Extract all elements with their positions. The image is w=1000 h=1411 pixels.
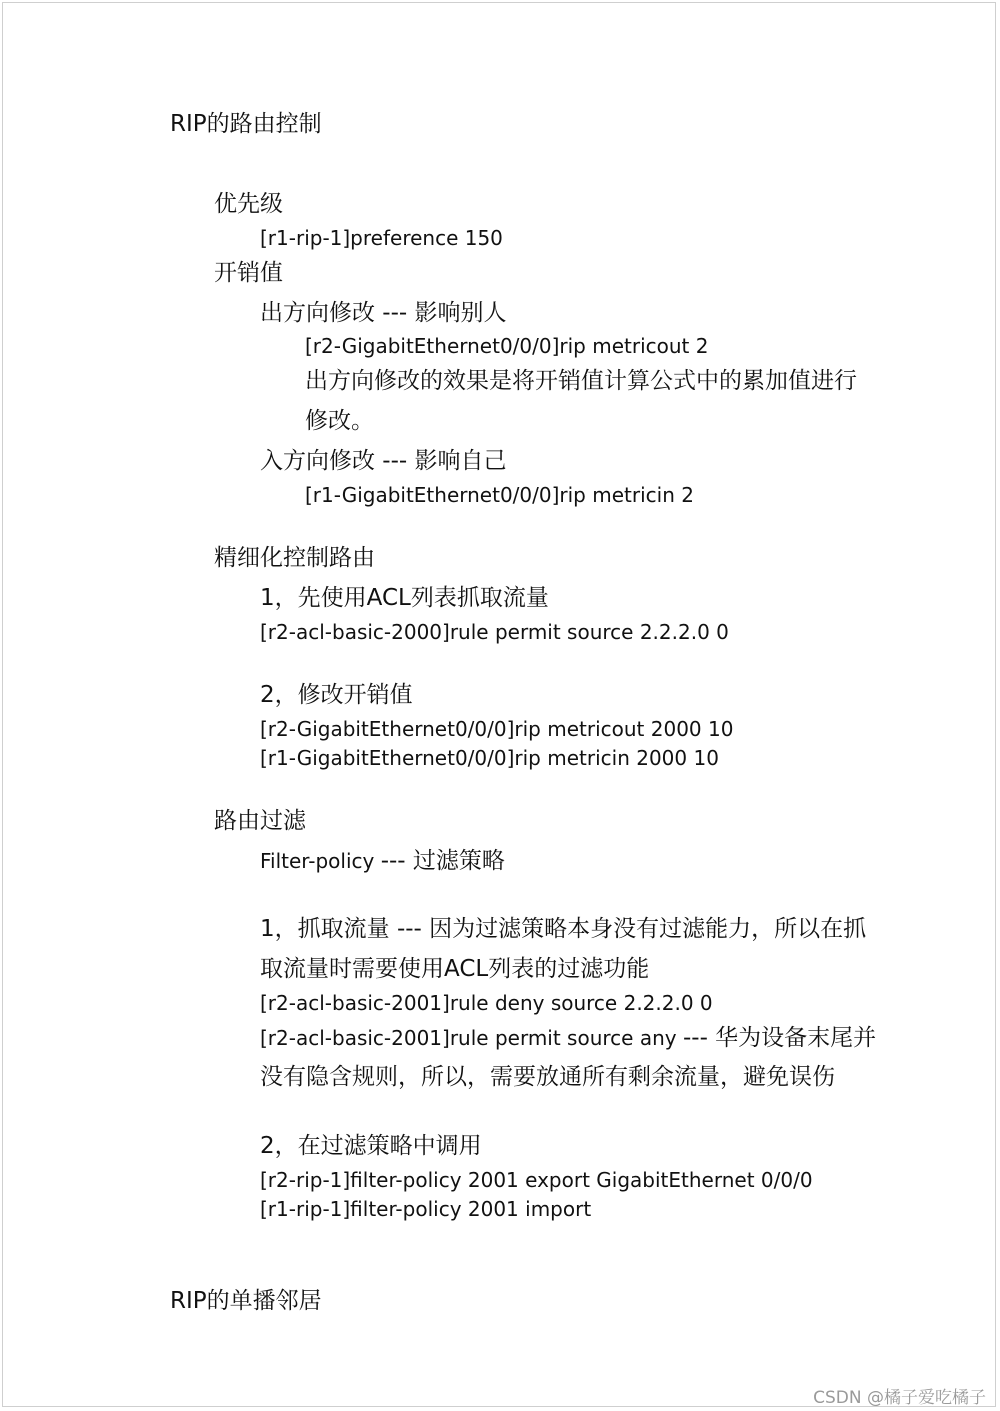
filter-step1-line1: 1，抓取流量 --- 因为过滤策略本身没有过滤能力，所以在抓 — [260, 916, 867, 942]
fine-control-step1-title: 1，先使用ACL列表抓取流量 — [260, 585, 549, 611]
csdn-watermark: CSDN @橘子爱吃橘子 — [813, 1388, 986, 1408]
preference-command: [r1-rip-1]preference 150 — [260, 226, 503, 250]
filter-policy-desc: --- 过滤策略 — [380, 848, 505, 874]
filter-step1-command2-note: --- 华为设备末尾并 — [682, 1025, 877, 1051]
filter-title: 路由过滤 — [214, 808, 306, 834]
metric-out-command: [r2-GigabitEthernet0/0/0]rip metricout 2 — [305, 334, 709, 358]
filter-policy-keyword: Filter-policy — [260, 849, 381, 873]
fine-control-step2-command2: [r1-GigabitEthernet0/0/0]rip metricin 2000 10 — [260, 746, 719, 770]
filter-step1-line2: 取流量时需要使用ACL列表的过滤功能 — [260, 956, 650, 982]
fine-control-step2-command1: [r2-GigabitEthernet0/0/0]rip metricout 2000 10 — [260, 717, 734, 741]
filter-step2-title: 2，在过滤策略中调用 — [260, 1133, 482, 1159]
filter-step2-command1: [r2-rip-1]filter-policy 2001 export GigabitEthernet 0/0/0 — [260, 1168, 813, 1192]
fine-control-title: 精细化控制路由 — [214, 545, 375, 571]
metric-in-title: 入方向修改 --- 影响自己 — [260, 448, 507, 474]
metric-in-command: [r1-GigabitEthernet0/0/0]rip metricin 2 — [305, 483, 694, 507]
preference-title: 优先级 — [214, 191, 283, 217]
filter-step1-command2-line — [260, 1027, 876, 1050]
filter-step1-command1: [r2-acl-basic-2001]rule deny source 2.2.2.0 0 — [260, 991, 713, 1015]
fine-control-step1-command: [r2-acl-basic-2000]rule permit source 2.2.2.0 0 — [260, 620, 729, 644]
section-heading-rip-unicast: RIP的单播邻居 — [170, 1288, 322, 1314]
metric-out-note-line1: 出方向修改的效果是将开销值计算公式中的累加值进行 — [305, 368, 857, 394]
filter-step1-command2: [r2-acl-basic-2001]rule permit source any — [260, 1026, 683, 1050]
filter-step1-note2: 没有隐含规则，所以，需要放通所有剩余流量，避免误伤 — [260, 1064, 835, 1090]
filter-policy-line — [260, 850, 505, 873]
metric-title: 开销值 — [214, 260, 283, 286]
filter-step2-command2: [r1-rip-1]filter-policy 2001 import — [260, 1197, 592, 1221]
section-heading-rip-control: RIP的路由控制 — [170, 111, 322, 137]
fine-control-step2-title: 2，修改开销值 — [260, 682, 413, 708]
metric-out-title: 出方向修改 --- 影响别人 — [260, 300, 507, 326]
metric-out-note-line2: 修改。 — [305, 408, 374, 434]
